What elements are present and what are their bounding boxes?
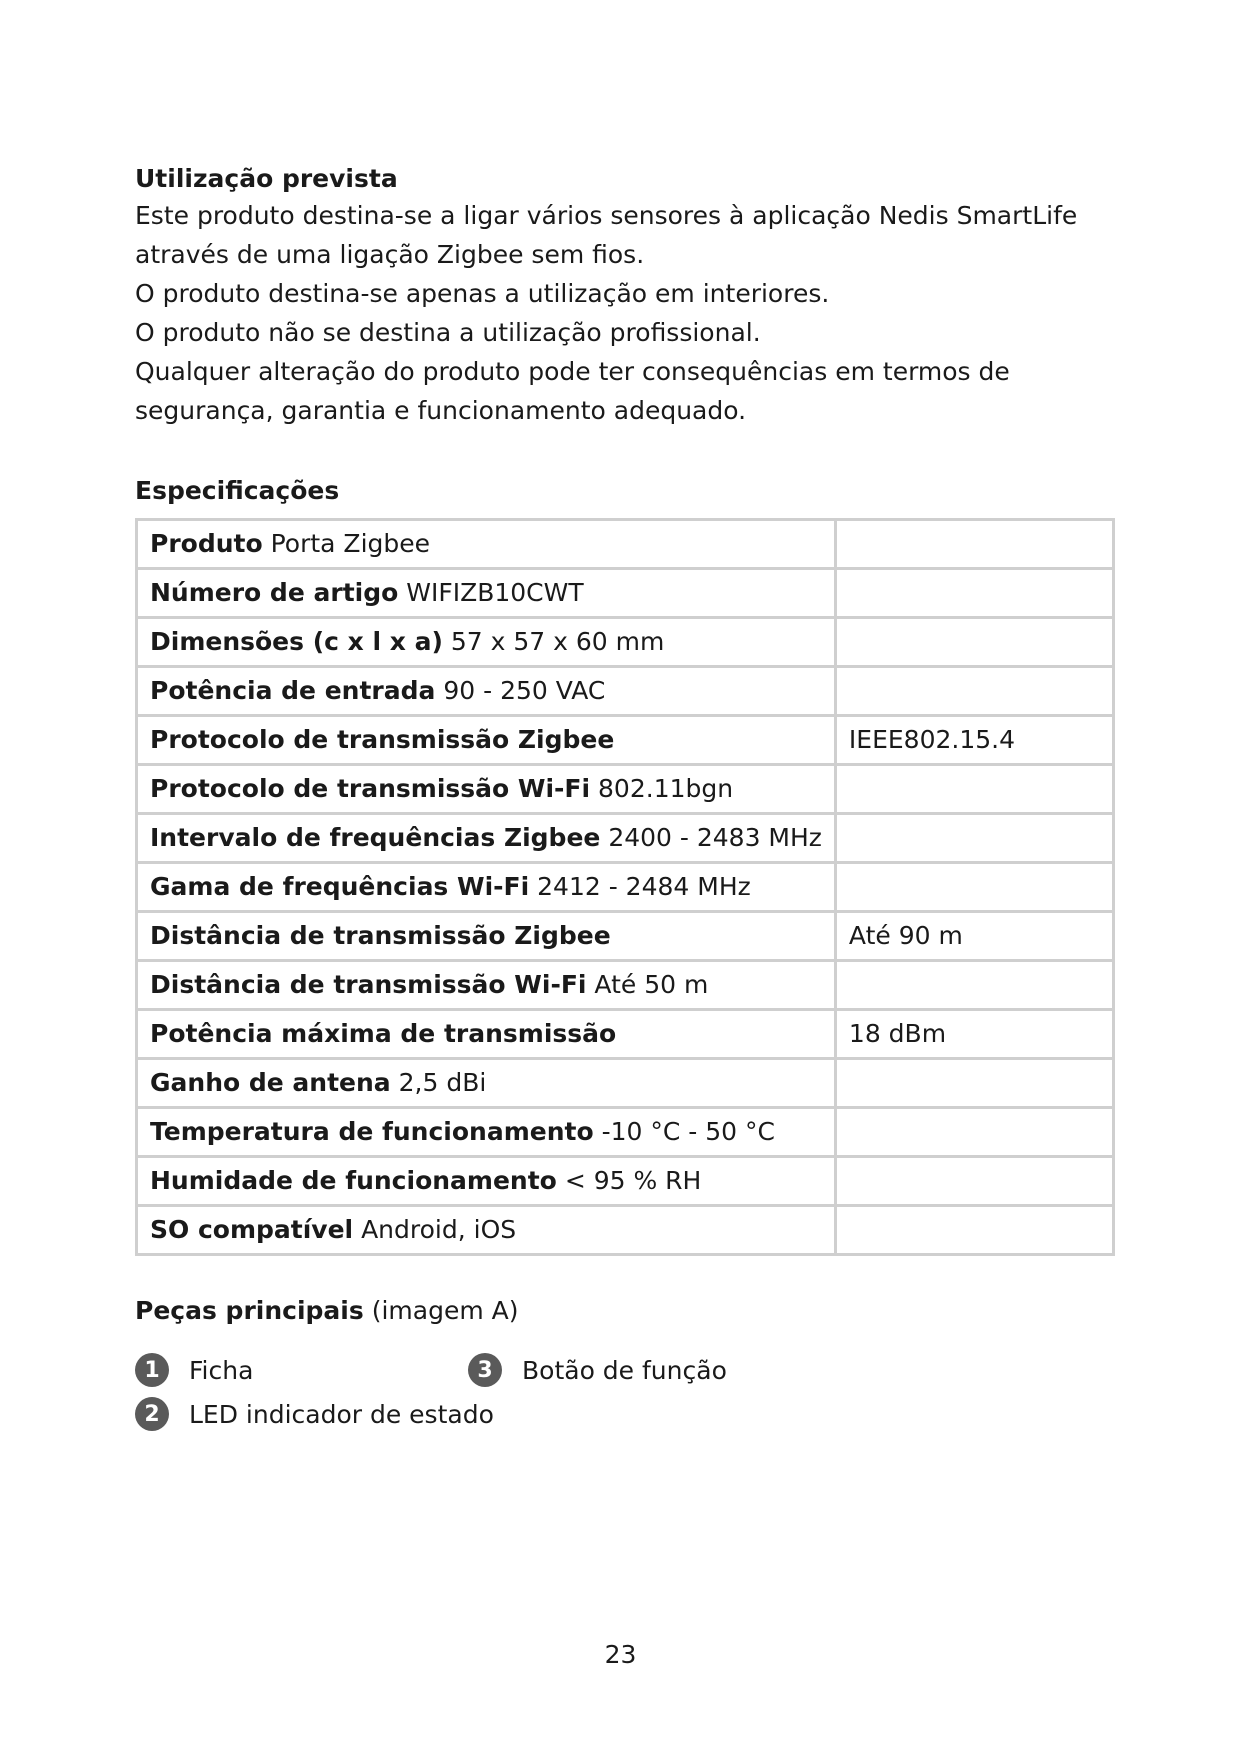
spec-value: 57 x 57 x 60 mm xyxy=(450,627,665,656)
spec-value: Até 50 m xyxy=(594,970,709,999)
spec-value: Até 90 m xyxy=(835,912,1113,961)
spec-row-zigbee-distance xyxy=(137,912,1114,961)
spec-row-dimensions xyxy=(137,618,1114,667)
spec-label: Intervalo de frequências Zigbee xyxy=(150,823,601,852)
spec-value: Porta Zigbee xyxy=(270,529,431,558)
main-parts-note: (imagem A) xyxy=(371,1296,519,1325)
spec-label: Distância de transmissão Zigbee xyxy=(137,912,836,961)
spec-label: Dimensões (c x l x a) xyxy=(150,627,443,656)
intended-use-line: O produto não se destina a utilização profissional. xyxy=(135,318,761,347)
spec-row-compatible-os xyxy=(137,1206,1114,1255)
spec-row-max-power xyxy=(137,1010,1114,1059)
part-number-badge: 2 xyxy=(135,1397,169,1431)
spec-row-article-number xyxy=(137,569,1114,618)
part-label: Ficha xyxy=(189,1355,254,1385)
main-parts-list xyxy=(135,1353,1115,1443)
spec-label: Protocolo de transmissão Zigbee xyxy=(137,716,836,765)
spec-label: SO compatível xyxy=(150,1215,354,1244)
spec-label: Distância de transmissão Wi-Fi xyxy=(150,970,587,999)
spec-value: 2,5 dBi xyxy=(398,1068,487,1097)
spec-value: 18 dBm xyxy=(835,1010,1113,1059)
intended-use-line: através de uma ligação Zigbee sem fios. xyxy=(135,240,645,269)
spec-value: WIFIZB10CWT xyxy=(406,578,584,607)
main-parts-title: Peças principais xyxy=(135,1296,364,1325)
intended-use-heading: Utilização prevista xyxy=(135,164,398,193)
part-label: LED indicador de estado xyxy=(189,1399,494,1429)
spec-value: 2400 - 2483 MHz xyxy=(608,823,822,852)
spec-label: Temperatura de funcionamento xyxy=(150,1117,594,1146)
intended-use-line: Qualquer alteração do produto pode ter consequências em termos de xyxy=(135,357,1010,386)
part-label: Botão de função xyxy=(522,1355,727,1385)
spec-row-operating-temperature xyxy=(137,1108,1114,1157)
spec-label: Ganho de antena xyxy=(150,1068,391,1097)
spec-row-zigbee-protocol xyxy=(137,716,1114,765)
spec-value: IEEE802.15.4 xyxy=(835,716,1113,765)
spec-value: 802.11bgn xyxy=(598,774,734,803)
specifications-table xyxy=(135,518,1115,1256)
page-number: 23 xyxy=(604,1640,637,1669)
part-item xyxy=(135,1353,253,1387)
spec-label: Número de artigo xyxy=(150,578,399,607)
specifications-heading: Especificações xyxy=(135,476,340,505)
spec-row-wifi-distance xyxy=(137,961,1114,1010)
part-number-badge: 3 xyxy=(468,1353,502,1387)
intended-use-line: O produto destina-se apenas a utilização em interiores. xyxy=(135,279,830,308)
spec-label: Protocolo de transmissão Wi-Fi xyxy=(150,774,591,803)
spec-value: Android, iOS xyxy=(361,1215,517,1244)
spec-row-product xyxy=(137,520,1114,569)
spec-label: Potência de entrada xyxy=(150,676,436,705)
spec-row-operating-humidity xyxy=(137,1157,1114,1206)
spec-label: Gama de frequências Wi-Fi xyxy=(150,872,530,901)
spec-value: < 95 % RH xyxy=(564,1166,702,1195)
spec-row-wifi-frequency xyxy=(137,863,1114,912)
spec-row-antenna-gain xyxy=(137,1059,1114,1108)
spec-row-input-power xyxy=(137,667,1114,716)
document-page xyxy=(135,162,1115,1443)
part-item xyxy=(135,1397,494,1431)
spec-value: 90 - 250 VAC xyxy=(443,676,606,705)
intended-use-line: segurança, garantia e funcionamento adequado. xyxy=(135,396,747,425)
part-number-badge: 1 xyxy=(135,1353,169,1387)
spec-label: Potência máxima de transmissão xyxy=(137,1010,836,1059)
spec-label: Humidade de funcionamento xyxy=(150,1166,557,1195)
spec-row-zigbee-frequency xyxy=(137,814,1114,863)
part-item xyxy=(468,1353,727,1387)
spec-label: Produto xyxy=(150,529,263,558)
intended-use-text xyxy=(135,196,1115,430)
spec-row-wifi-protocol xyxy=(137,765,1114,814)
spec-value: -10 °C - 50 °C xyxy=(601,1117,775,1146)
intended-use-line: Este produto destina-se a ligar vários sensores à aplicação Nedis SmartLife xyxy=(135,201,1078,230)
main-parts-heading xyxy=(135,1294,1115,1328)
spec-value: 2412 - 2484 MHz xyxy=(537,872,751,901)
